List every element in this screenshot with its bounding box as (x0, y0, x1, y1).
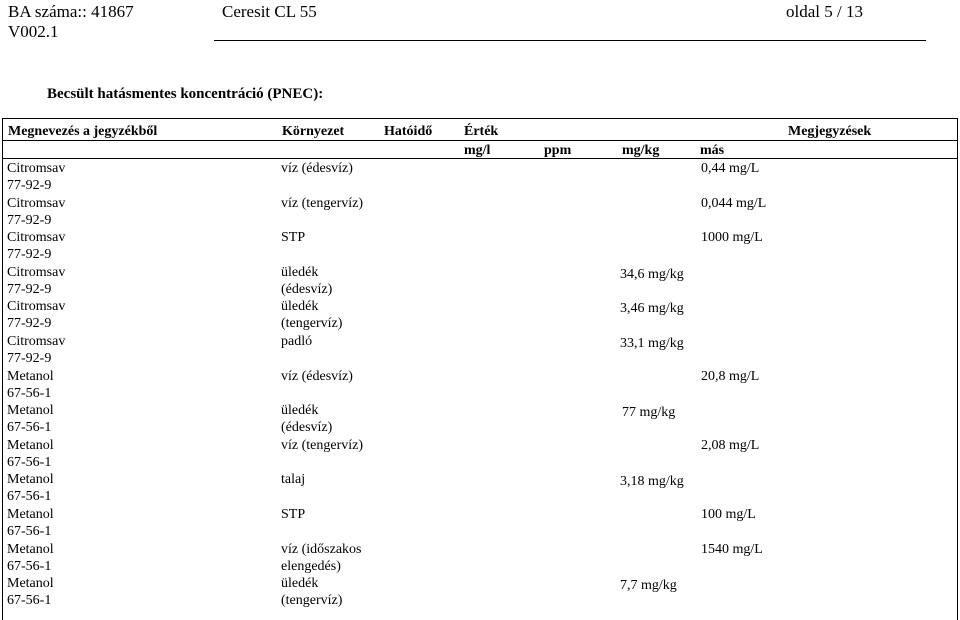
substance-name: Citromsav (7, 161, 66, 176)
environment: padló (281, 334, 313, 349)
table-right-border (957, 118, 958, 620)
unit-ppm: ppm (544, 143, 572, 158)
environment: víz (tengervíz) (281, 195, 364, 211)
substance-name: Citromsav (7, 334, 66, 349)
table-left-border (2, 118, 3, 620)
value-other: 2,08 mg/L (701, 437, 760, 453)
environment-detail: (tengervíz) (281, 593, 343, 609)
cas-number: 67-56-1 (7, 454, 52, 470)
value-mgkg: 77 mg/kg (622, 405, 676, 421)
environment-detail: (édesvíz) (281, 281, 333, 297)
environment: STP (281, 507, 306, 522)
substance-name: Citromsav (7, 264, 66, 280)
substance-name: Metanol (7, 437, 54, 453)
environment: üledék (281, 403, 319, 419)
environment: víz (időszakos (281, 541, 362, 557)
cas-number: 67-56-1 (7, 593, 52, 609)
table-top-border (2, 118, 958, 119)
value-other: 1540 mg/L (701, 541, 763, 557)
cas-number: 67-56-1 (7, 524, 52, 539)
header-divider (214, 40, 926, 41)
document-id: BA száma:: 41867 (8, 2, 134, 21)
environment: víz (tengervíz) (281, 437, 364, 453)
cas-number: 67-56-1 (7, 385, 52, 401)
environment: víz (édesvíz) (281, 161, 353, 176)
unit-mgkg: mg/kg (622, 143, 660, 158)
substance-name: Citromsav (7, 195, 66, 211)
unit-mgl: mg/l (464, 143, 491, 158)
cas-number: 67-56-1 (7, 420, 52, 436)
section-title: Becsült hatásmentes koncentráció (PNEC): (47, 86, 324, 102)
substance-name: Metanol (7, 576, 54, 592)
value-mgkg: 7,7 mg/kg (620, 578, 677, 594)
environment: talaj (281, 472, 306, 488)
cas-number: 77-92-9 (7, 281, 52, 297)
value-mgkg: 34,6 mg/kg (620, 266, 684, 282)
col-header-duration: Hatóidő (384, 124, 433, 139)
header-separator (2, 140, 958, 141)
col-header-value: Érték (464, 124, 499, 139)
substance-name: Metanol (7, 507, 54, 522)
substance-name: Metanol (7, 541, 54, 557)
col-header-remarks: Megjegyzések (788, 124, 872, 139)
cas-number: 77-92-9 (7, 247, 52, 263)
value-other: 1000 mg/L (701, 230, 763, 246)
substance-name: Citromsav (7, 230, 66, 246)
environment-detail: (tengervíz) (281, 316, 343, 332)
cas-number: 67-56-1 (7, 489, 52, 505)
environment: üledék (281, 299, 319, 315)
value-mgkg: 33,1 mg/kg (620, 336, 684, 351)
environment: üledék (281, 576, 319, 592)
substance-name: Metanol (7, 472, 54, 488)
environment-detail: elengedés) (281, 558, 341, 574)
value-other: 100 mg/L (701, 507, 756, 522)
value-mgkg: 3,18 mg/kg (620, 474, 684, 490)
cas-number: 77-92-9 (7, 178, 52, 193)
value-mgkg: 3,46 mg/kg (620, 301, 684, 317)
cas-number: 67-56-1 (7, 558, 52, 574)
substance-name: Metanol (7, 403, 54, 419)
units-separator (2, 158, 958, 159)
unit-other: más (700, 143, 725, 158)
product-name: Ceresit CL 55 (222, 2, 317, 21)
environment: üledék (281, 264, 319, 280)
environment-detail: (édesvíz) (281, 420, 333, 436)
substance-name: Metanol (7, 368, 54, 384)
environment: STP (281, 230, 306, 246)
substance-name: Citromsav (7, 299, 66, 315)
cas-number: 77-92-9 (7, 316, 52, 332)
value-other: 20,8 mg/L (701, 368, 760, 384)
col-header-name: Megnevezés a jegyzékből (8, 124, 158, 139)
col-header-environment: Környezet (282, 124, 345, 139)
value-other: 0,44 mg/L (701, 161, 760, 176)
environment: víz (édesvíz) (281, 368, 353, 384)
cas-number: 77-92-9 (7, 351, 52, 366)
cas-number: 77-92-9 (7, 212, 52, 228)
page-number: oldal 5 / 13 (786, 2, 863, 21)
document-version: V002.1 (8, 22, 59, 41)
value-other: 0,044 mg/L (701, 195, 767, 211)
page-header (0, 0, 960, 44)
